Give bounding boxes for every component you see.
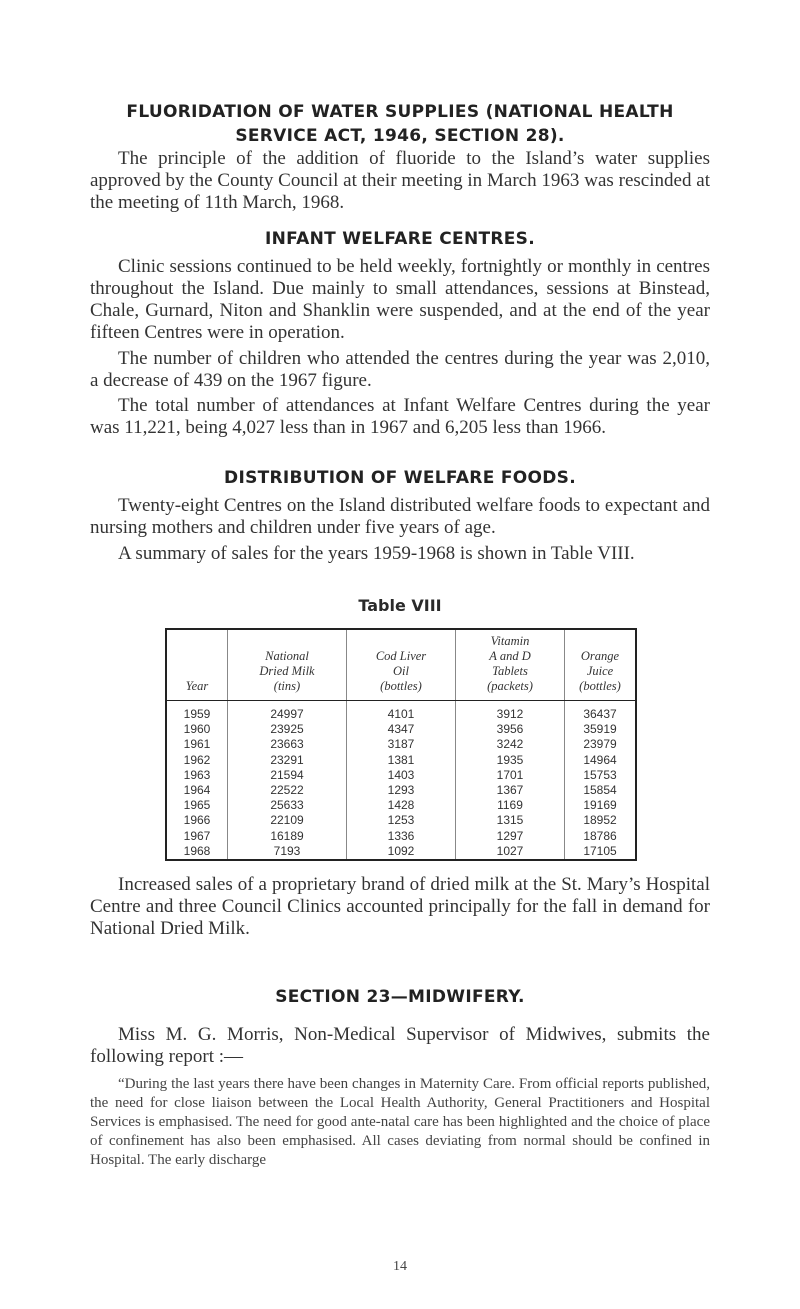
table-header-row (166, 629, 636, 701)
cell-dried-milk: 23663 (228, 737, 347, 752)
header-line: A and D (489, 649, 531, 663)
infant-welfare-heading: INFANT WELFARE CENTRES. (265, 229, 535, 249)
cell-cod-liver-oil: 1336 (347, 829, 456, 844)
cell-year: 1960 (166, 722, 228, 737)
cell-orange-juice: 18952 (583, 813, 617, 828)
cell-dried-milk: 7193 (228, 844, 347, 860)
table-row (166, 829, 636, 844)
cell-dried-milk: 21594 (228, 768, 347, 783)
infant-welfare-para2: The number of children who attended the centres during the year was 2,010, a decrease of 439 on the 1967 figure. (90, 348, 710, 391)
header-line: Tablets (492, 664, 528, 678)
cell-orange-juice: 23979 (583, 737, 617, 752)
cell-orange-juice: 14964 (583, 752, 617, 767)
cell-orange-juice: 35919 (583, 722, 617, 737)
fluoridation-heading (60, 100, 740, 148)
cell-cod-liver-oil: 3187 (347, 737, 456, 752)
cell-year: 1966 (166, 813, 228, 828)
table-title: Table VIII (358, 596, 442, 615)
header-line: (bottles) (380, 679, 422, 693)
cell-orange-juice: 15854 (583, 783, 617, 798)
cell-dried-milk: 25633 (228, 798, 347, 813)
midwifery-heading: SECTION 23—MIDWIFERY. (275, 987, 525, 1007)
header-line: (bottles) (579, 679, 621, 693)
header-line: (packets) (487, 679, 533, 693)
table-row (166, 783, 636, 798)
header-dried-milk (228, 629, 347, 701)
cell-vitamin-tablets: 1315 (456, 813, 565, 828)
header-line: Orange (580, 649, 620, 663)
cell-orange-juice: 15753 (583, 767, 617, 782)
cell-year: 1968 (166, 844, 228, 860)
cell-orange-juice: 17105 (583, 843, 617, 858)
welfare-foods-para1: Twenty-eight Centres on the Island distributed welfare foods to expectant and nursing mothers and children under five years of age. (90, 495, 710, 538)
cell-vitamin-tablets: 1935 (456, 753, 565, 768)
cell-dried-milk: 23291 (228, 753, 347, 768)
midwifery-intro: Miss M. G. Morris, Non-Medical Supervisor of Midwives, submits the following report :— (90, 1024, 710, 1067)
table-row (166, 798, 636, 813)
table-row (166, 722, 636, 737)
cell-cod-liver-oil: 1092 (347, 844, 456, 860)
header-orange-juice (565, 629, 637, 701)
header-line: Cod Liver (375, 649, 427, 663)
cell-orange-juice: 36437 (583, 707, 617, 721)
cell-year: 1964 (166, 783, 228, 798)
cell-year: 1967 (166, 829, 228, 844)
page-number: 14 (393, 1259, 407, 1274)
cell-dried-milk: 24997 (228, 701, 347, 723)
table-row (166, 737, 636, 752)
welfare-foods-para2: A summary of sales for the years 1959-1968 is shown in Table VIII. (118, 543, 635, 564)
fluoridation-heading-line2: SERVICE ACT, 1946, SECTION 28). (235, 126, 565, 146)
header-line: Dried Milk (259, 664, 315, 678)
after-table-text: Increased sales of a proprietary brand of dried milk at the St. Mary’s Hospital Centre and three Council Clinics accounted principally for the fall in demand for National Dried Milk. (90, 874, 710, 939)
cell-vitamin-tablets: 1701 (456, 768, 565, 783)
cell-vitamin-tablets: 3912 (456, 701, 565, 723)
cell-orange-juice: 18786 (583, 828, 617, 843)
header-cod-liver-oil (347, 629, 456, 701)
cell-year: 1962 (166, 753, 228, 768)
cell-dried-milk: 16189 (228, 829, 347, 844)
header-line: Vitamin (490, 634, 530, 648)
cell-cod-liver-oil: 1253 (347, 813, 456, 828)
cell-vitamin-tablets: 1027 (456, 844, 565, 860)
cell-orange-juice: 19169 (583, 798, 617, 813)
cell-dried-milk: 22109 (228, 813, 347, 828)
fluoridation-text: The principle of the addition of fluoride to the Island’s water supplies approved by the County Council at their meeting in March 1963 was rescinded at the meeting of 11th March, 1968. (90, 148, 710, 213)
table-row (166, 768, 636, 783)
table-row (166, 844, 636, 860)
cell-vitamin-tablets: 1367 (456, 783, 565, 798)
cell-vitamin-tablets: 3956 (456, 722, 565, 737)
infant-welfare-para1: Clinic sessions continued to be held weekly, fortnightly or monthly in centres throughout the Island. Due mainly to small attendances, sessions at Binstead, Chale, Gurnard, Niton and Shanklin were suspended, and at the end of the year fifteen Centres were in operation. (90, 256, 710, 343)
cell-cod-liver-oil: 1428 (347, 798, 456, 813)
table-row (166, 701, 636, 723)
header-year (166, 629, 228, 701)
cell-cod-liver-oil: 1293 (347, 783, 456, 798)
welfare-foods-table (165, 628, 637, 861)
header-line: Year (185, 679, 209, 693)
infant-welfare-para3: The total number of attendances at Infant Welfare Centres during the year was 11,221, being 4,027 less than in 1967 and 6,205 less than 1966. (90, 395, 710, 438)
cell-dried-milk: 22522 (228, 783, 347, 798)
header-line: Juice (586, 664, 614, 678)
cell-vitamin-tablets: 1297 (456, 829, 565, 844)
welfare-foods-heading: DISTRIBUTION OF WELFARE FOODS. (224, 468, 576, 488)
table-row (166, 753, 636, 768)
cell-vitamin-tablets: 3242 (456, 737, 565, 752)
cell-year: 1959 (166, 701, 228, 723)
cell-cod-liver-oil: 4101 (347, 701, 456, 723)
cell-cod-liver-oil: 1403 (347, 768, 456, 783)
cell-year: 1961 (166, 737, 228, 752)
fluoridation-heading-line1: FLUORIDATION OF WATER SUPPLIES (NATIONAL HEALTH (126, 102, 674, 122)
cell-vitamin-tablets: 1169 (456, 798, 565, 813)
cell-cod-liver-oil: 1381 (347, 753, 456, 768)
header-line: Oil (393, 664, 409, 678)
cell-cod-liver-oil: 4347 (347, 722, 456, 737)
midwifery-quote: “During the last years there have been changes in Maternity Care. From official reports published, the need for close liaison between the Local Health Authority, General Practitioners and Hospital Services is emphasised. The need for good ante-natal care has been highlighted and the choice of place of confinement has also been emphasised. All cases deviating from normal should be confined in Hospital. The early discharge (90, 1076, 710, 1168)
header-line: National (265, 649, 309, 663)
cell-year: 1965 (166, 798, 228, 813)
header-line: (tins) (273, 679, 301, 693)
cell-year: 1963 (166, 768, 228, 783)
cell-dried-milk: 23925 (228, 722, 347, 737)
table-row (166, 813, 636, 828)
header-vitamin-tablets (456, 629, 565, 701)
